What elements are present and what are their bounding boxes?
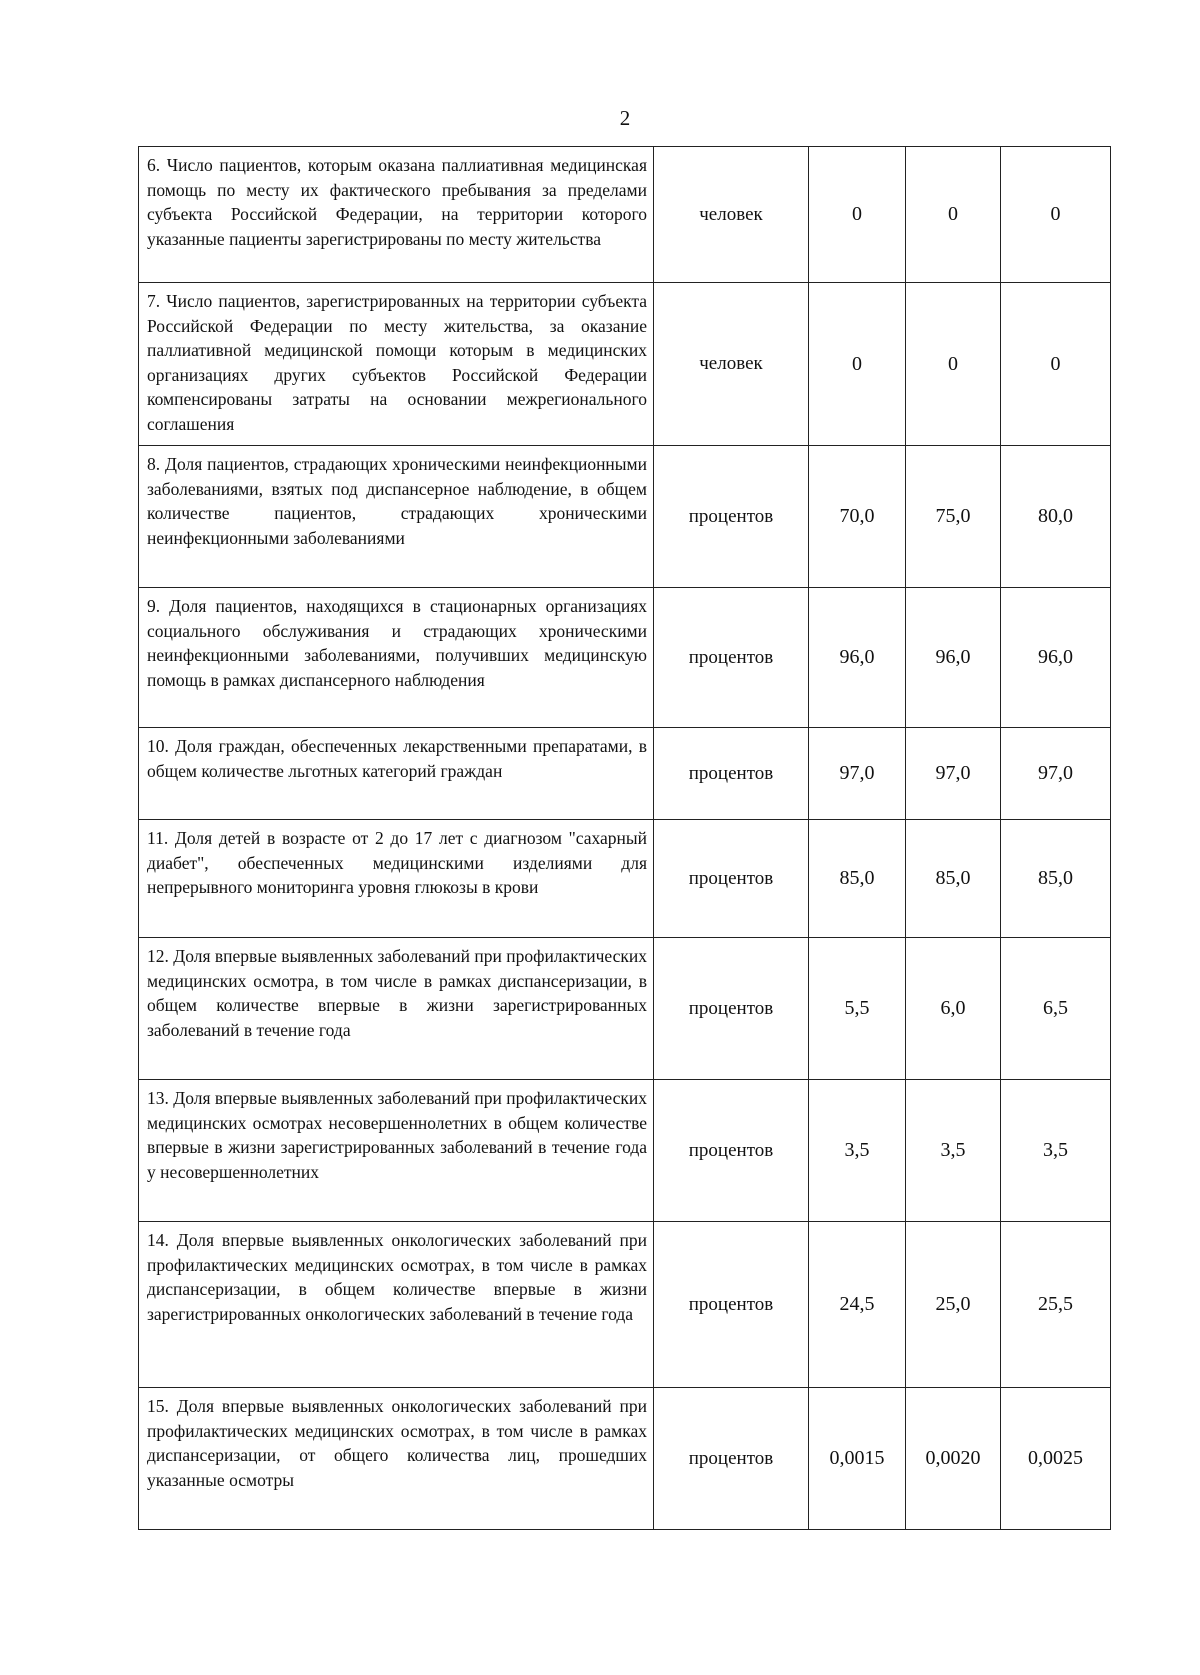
- indicator-description: 7. Число пациентов, зарегистрированных на территории субъекта Российской Федерации по месту жительства, за оказание паллиативной медицинской помощи которым в медицинских организациях других субъектов Российской Федерации компенсированы затраты на основании межрегионального соглашения: [139, 283, 654, 446]
- indicator-unit: человек: [654, 283, 809, 446]
- table-row: [139, 820, 1111, 938]
- indicator-value-1: 5,5: [809, 938, 906, 1080]
- indicator-description: 6. Число пациентов, которым оказана паллиативная медицинская помощь по месту их фактического пребывания за пределами субъекта Российской Федерации, на территории которого указанные пациенты зарегистрированы по месту жительства: [139, 147, 654, 283]
- indicator-unit: процентов: [654, 588, 809, 728]
- indicator-value-3: 96,0: [1001, 588, 1111, 728]
- indicator-value-3: 80,0: [1001, 446, 1111, 588]
- indicator-value-1: 85,0: [809, 820, 906, 938]
- table-row: [139, 588, 1111, 728]
- table-row: [139, 147, 1111, 283]
- indicator-value-1: 0: [809, 147, 906, 283]
- indicator-value-2: 75,0: [906, 446, 1001, 588]
- indicator-value-2: 97,0: [906, 728, 1001, 820]
- indicator-description: 8. Доля пациентов, страдающих хроническими неинфекционными заболеваниями, взятых под диспансерное наблюдение, в общем количестве пациентов, страдающих хроническими неинфекционными заболеваниями: [139, 446, 654, 588]
- table-row: [139, 1080, 1111, 1222]
- indicator-value-2: 96,0: [906, 588, 1001, 728]
- table-row: [139, 728, 1111, 820]
- indicator-unit: процентов: [654, 1080, 809, 1222]
- table-row: [139, 1222, 1111, 1388]
- indicator-description: 14. Доля впервые выявленных онкологических заболеваний при профилактических медицинских осмотрах, в том числе в рамках диспансеризации, в общем количестве впервые в жизни зарегистрированных онкологических заболеваний в течение года: [139, 1222, 654, 1388]
- indicator-description: 10. Доля граждан, обеспеченных лекарственными препаратами, в общем количестве льготных категорий граждан: [139, 728, 654, 820]
- indicator-value-1: 24,5: [809, 1222, 906, 1388]
- indicator-value-3: 85,0: [1001, 820, 1111, 938]
- indicator-value-1: 0,0015: [809, 1388, 906, 1530]
- indicator-value-3: 0: [1001, 147, 1111, 283]
- indicator-description: 15. Доля впервые выявленных онкологических заболеваний при профилактических медицинских осмотрах, в том числе в рамках диспансеризации, от общего количества лиц, прошедших указанные осмотры: [139, 1388, 654, 1530]
- indicator-description: 12. Доля впервые выявленных заболеваний при профилактических медицинских осмотра, в том числе в рамках диспансеризации, в общем количестве впервые в жизни зарегистрированных заболеваний в течение года: [139, 938, 654, 1080]
- indicator-unit: процентов: [654, 938, 809, 1080]
- indicator-value-3: 97,0: [1001, 728, 1111, 820]
- indicator-description: 11. Доля детей в возрасте от 2 до 17 лет с диагнозом "сахарный диабет", обеспеченных медицинскими изделиями для непрерывного мониторинга уровня глюкозы в крови: [139, 820, 654, 938]
- indicator-value-3: 0,0025: [1001, 1388, 1111, 1530]
- indicator-unit: человек: [654, 147, 809, 283]
- table-row: [139, 446, 1111, 588]
- indicator-value-1: 0: [809, 283, 906, 446]
- indicator-description: 13. Доля впервые выявленных заболеваний при профилактических медицинских осмотрах несовершеннолетних в общем количестве впервые в жизни зарегистрированных заболеваний в течение года у несовершеннолетних: [139, 1080, 654, 1222]
- indicator-unit: процентов: [654, 1222, 809, 1388]
- indicator-value-2: 25,0: [906, 1222, 1001, 1388]
- indicator-unit: процентов: [654, 728, 809, 820]
- indicator-value-2: 6,0: [906, 938, 1001, 1080]
- indicator-value-1: 97,0: [809, 728, 906, 820]
- indicator-value-3: 0: [1001, 283, 1111, 446]
- indicator-value-2: 0: [906, 283, 1001, 446]
- indicator-unit: процентов: [654, 446, 809, 588]
- table-row: [139, 1388, 1111, 1530]
- indicator-value-1: 3,5: [809, 1080, 906, 1222]
- indicator-value-2: 0: [906, 147, 1001, 283]
- indicator-value-3: 25,5: [1001, 1222, 1111, 1388]
- indicator-description: 9. Доля пациентов, находящихся в стационарных организациях социального обслуживания и страдающих хроническими неинфекционными заболеваниями, получивших медицинскую помощь в рамках диспансерного наблюдения: [139, 588, 654, 728]
- indicators-table: [138, 146, 1111, 1530]
- indicator-unit: процентов: [654, 1388, 809, 1530]
- indicator-value-1: 96,0: [809, 588, 906, 728]
- indicator-value-3: 3,5: [1001, 1080, 1111, 1222]
- indicator-unit: процентов: [654, 820, 809, 938]
- indicator-value-1: 70,0: [809, 446, 906, 588]
- table-row: [139, 938, 1111, 1080]
- page-number: 2: [619, 106, 631, 130]
- indicator-value-3: 6,5: [1001, 938, 1111, 1080]
- indicator-value-2: 3,5: [906, 1080, 1001, 1222]
- indicator-value-2: 85,0: [906, 820, 1001, 938]
- table-row: [139, 283, 1111, 446]
- indicator-value-2: 0,0020: [906, 1388, 1001, 1530]
